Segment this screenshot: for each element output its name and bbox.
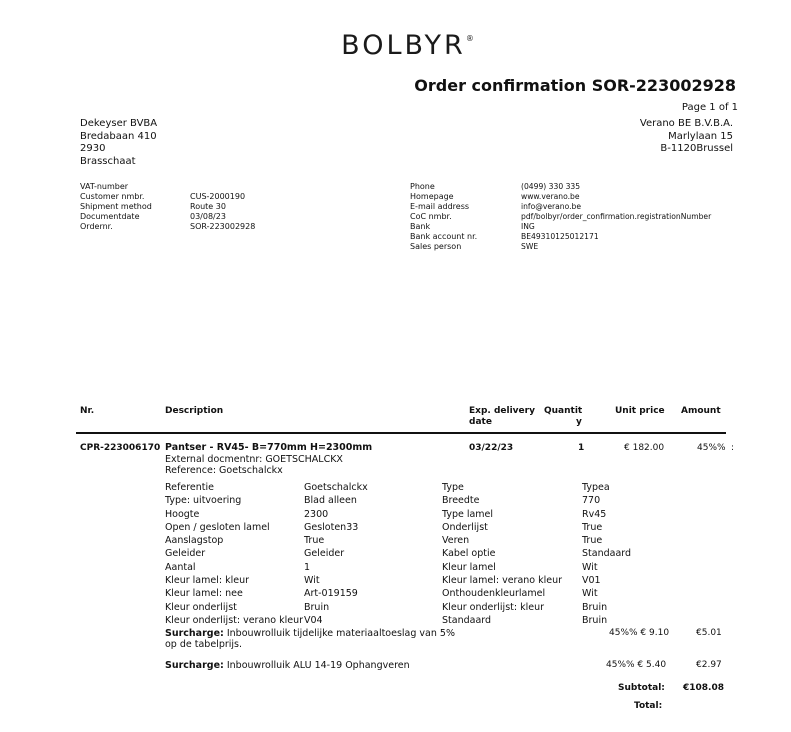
attribute-value: Bruin	[304, 601, 330, 613]
line-product: Pantser - RV45- B=770mm H=2300mm	[165, 442, 373, 453]
attribute-label: Kabel optie	[442, 548, 496, 560]
info-value: ING	[521, 222, 535, 231]
info-value: CUS-2000190	[190, 192, 246, 201]
line-external-doc: External docmentnr: GOETSCHALCKX	[165, 453, 343, 465]
surcharge-label: Surcharge:	[165, 628, 224, 639]
attribute-label: Open / gesloten lamel	[165, 521, 270, 533]
info-label: Bank account nr.	[410, 232, 478, 241]
surcharge-text-cont: op de tabelprijs.	[165, 639, 243, 650]
attribute-label: Geleider	[165, 548, 206, 560]
attribute-value: Art-019159	[304, 588, 358, 600]
info-label: CoC nmbr.	[410, 212, 452, 221]
header-divider	[76, 432, 726, 434]
subtotal-value: €108.08	[683, 683, 724, 693]
attribute-value: V04	[304, 614, 323, 626]
attribute-value: V01	[582, 575, 601, 587]
attribute-value: Standaard	[582, 548, 632, 560]
attribute-value: Blad alleen	[304, 495, 357, 507]
attribute-value: Bruin	[582, 601, 608, 613]
customer-address	[80, 118, 157, 168]
col-header-delivery-date: Exp. delivery date	[469, 406, 535, 427]
company-address	[640, 118, 733, 156]
surcharge-row	[165, 659, 410, 672]
attr-left-values	[304, 481, 368, 627]
info-label: Phone	[410, 182, 435, 191]
info-label: Ordernr.	[80, 222, 113, 231]
attribute-label: Onthoudenkleurlamel	[442, 588, 546, 600]
line-reference: Reference: Goetschalckx	[165, 465, 283, 476]
attribute-value: Wit	[304, 575, 320, 587]
line-quantity: 1	[578, 443, 585, 453]
customer-address-line: Bredabaan 410	[80, 130, 157, 142]
info-label: Customer nmbr.	[80, 192, 145, 201]
attribute-value: Typea	[582, 482, 610, 493]
attribute-label: Kleur lamel: kleur	[165, 575, 249, 587]
attribute-label: Referentie	[165, 482, 214, 493]
info-label: VAT-number	[80, 182, 129, 191]
surcharge-price: 45%% € 9.10	[609, 628, 670, 638]
attribute-value: Gesloten33	[304, 521, 359, 533]
col-header-nr: Nr.	[80, 406, 95, 416]
attribute-value: Goetschalckx	[304, 482, 368, 493]
attribute-value: True	[582, 521, 603, 533]
surcharge-price: 45%% € 5.40	[606, 660, 667, 670]
attribute-value: Geleider	[304, 548, 345, 560]
attribute-value: Bruin	[582, 614, 608, 626]
info-value: SOR-223002928	[190, 222, 256, 231]
surcharge-amount: €5.01	[696, 628, 722, 638]
attribute-label: Type: uitvoering	[165, 495, 242, 507]
surcharge-label: Surcharge:	[165, 660, 224, 671]
total-label: Total:	[634, 701, 663, 711]
attribute-label: Standaard	[442, 614, 492, 626]
attribute-label: Kleur lamel: nee	[165, 588, 243, 600]
homepage-link[interactable]: www.verano.be	[521, 192, 580, 201]
col-header-amount: Amount	[681, 406, 721, 416]
attribute-value: 2300	[304, 508, 329, 520]
line-discount: 45%%	[697, 443, 726, 453]
customer-address-line: Brasschaat	[80, 155, 136, 167]
company-info-values	[521, 182, 711, 252]
page-number: Page 1 of 1	[681, 102, 738, 113]
attr-right-values	[582, 481, 631, 627]
attribute-label: Type lamel	[442, 508, 494, 520]
attribute-label: Kleur lamel	[442, 561, 496, 573]
attribute-value: Wit	[582, 588, 598, 600]
attribute-value: Wit	[582, 561, 598, 573]
attribute-label: Type	[442, 482, 464, 493]
info-value: (0499) 330 335	[521, 182, 581, 191]
info-value: SWE	[521, 242, 539, 251]
line-description	[165, 442, 372, 477]
info-value: pdf/bolbyr/order_confirmation.registrationNumber	[521, 212, 712, 221]
company-address-line: Marlylaan 15	[668, 130, 733, 142]
customer-address-line: Dekeyser BVBA	[80, 118, 158, 129]
attribute-label: Onderlijst	[442, 521, 488, 533]
attribute-value: True	[304, 535, 325, 547]
order-info-values	[190, 182, 255, 232]
info-value: Route 30	[190, 202, 226, 211]
info-label: Homepage	[410, 192, 454, 201]
company-address-line: Verano BE B.V.B.A.	[639, 118, 733, 129]
attribute-value: Rv45	[582, 508, 607, 520]
info-label: Shipment method	[80, 202, 152, 211]
order-info-labels	[80, 182, 152, 232]
info-label: Bank	[410, 222, 431, 231]
info-label: Documentdate	[80, 212, 140, 221]
line-amount: :	[731, 443, 735, 453]
attribute-value: 1	[304, 561, 311, 573]
line-unit-price: € 182.00	[624, 443, 665, 453]
company-info-labels	[410, 182, 477, 252]
col-header-unit-price: Unit price	[615, 406, 665, 416]
surcharge-amount: €2.97	[696, 660, 722, 670]
attribute-label: Kleur lamel: verano kleur	[442, 575, 563, 587]
attribute-label: Kleur onderlijst: verano kleur	[165, 614, 304, 626]
info-label: Sales person	[410, 242, 462, 251]
attribute-value: True	[582, 535, 603, 547]
col-header-description: Description	[165, 406, 224, 416]
line-nr: CPR-223006170	[80, 443, 161, 453]
info-label: E-mail address	[410, 202, 470, 211]
surcharge-text: Inbouwrolluik tijdelijke materiaaltoeslag van 5%	[226, 628, 455, 639]
attribute-value: 770	[582, 495, 601, 507]
company-address-line: B-1120Brussel	[660, 143, 733, 154]
info-value: BE49310125012171	[521, 232, 599, 241]
attr-right-labels	[442, 481, 562, 627]
surcharge-text: Inbouwrolluik ALU 14-19 Ophangveren	[226, 660, 410, 671]
attribute-label: Breedte	[442, 495, 480, 507]
info-value	[190, 182, 255, 192]
surcharge-row	[165, 628, 455, 650]
attribute-label: Kleur onderlijst	[165, 601, 237, 613]
email-link[interactable]: info@verano.be	[521, 202, 582, 211]
page-title: Order confirmation SOR-223002928	[414, 76, 736, 95]
attribute-label: Aantal	[165, 561, 196, 573]
attr-left-labels	[165, 481, 303, 627]
col-header-quantity: Quantit y	[544, 406, 583, 427]
attribute-label: Hoogte	[165, 508, 200, 520]
customer-address-line: 2930	[80, 143, 106, 154]
attribute-label: Kleur onderlijst: kleur	[442, 601, 544, 613]
line-delivery-date: 03/22/23	[469, 443, 514, 453]
company-logo: BOLBYR®	[341, 30, 474, 61]
attribute-label: Veren	[442, 535, 470, 547]
info-value: 03/08/23	[190, 212, 226, 221]
attribute-label: Aanslagstop	[165, 535, 224, 547]
subtotal-label: Subtotal:	[618, 683, 665, 693]
